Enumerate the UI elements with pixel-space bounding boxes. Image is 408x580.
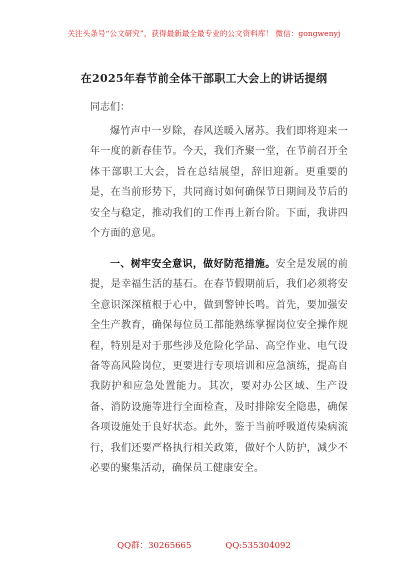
document-title: 在2025年春节前全体干部职工大会上的讲话提纲 bbox=[80, 72, 328, 85]
intro-paragraph: 爆竹声中一岁除，春风送暖入屠苏。我们即将迎来一年一度的新春佳节。今天，我们齐聚一堂，在节前召开全体干部职工大会，旨在总结展望，辞旧迎新。更重要的是，在当前形势下，共同商讨如何确保节日期间及节后的安全与稳定，推动我们的工作再上新台阶。下面，我讲四个方面的意见。 bbox=[90, 126, 348, 240]
section-one-paragraph bbox=[90, 255, 348, 479]
section-one-body: 安全是发展的前提，是幸福生活的基石。在春节假期前后，我们必须将安全意识深深植根于心中，做到警钟长鸣。首先，要加强安全生产教育，确保每位员工都能熟练掌握岗位安全操作规程，特别是对于那些涉及危险化学品、高空作业、电气设备等高风险岗位，更要进行专项培训和应急演练，提高自我防护和应急处置能力。其次，要对办公区域、生产设备、消防设施等进行全面检查，及时排除安全隐患，确保各项设施处于良好状态。此外，鉴于当前呼吸道传染病流行，我们还要严格执行相关政策，做好个人防护，减少不必要的聚集活动，确保员工健康安全。 bbox=[90, 259, 349, 475]
section-one-heading: 一、树牢安全意识，做好防范措施。 bbox=[110, 259, 276, 270]
header-notice: 关注头条号“公文研究”，获得最新最全最专业的公文资料库！ 微信：gongwenyj bbox=[67, 29, 341, 38]
footer-qq: QQ:535304092 bbox=[225, 541, 291, 551]
footer-qq-group: QQ群：30265665 bbox=[117, 541, 192, 551]
salutation: 同志们： bbox=[90, 102, 130, 113]
footer-contact bbox=[0, 539, 408, 551]
